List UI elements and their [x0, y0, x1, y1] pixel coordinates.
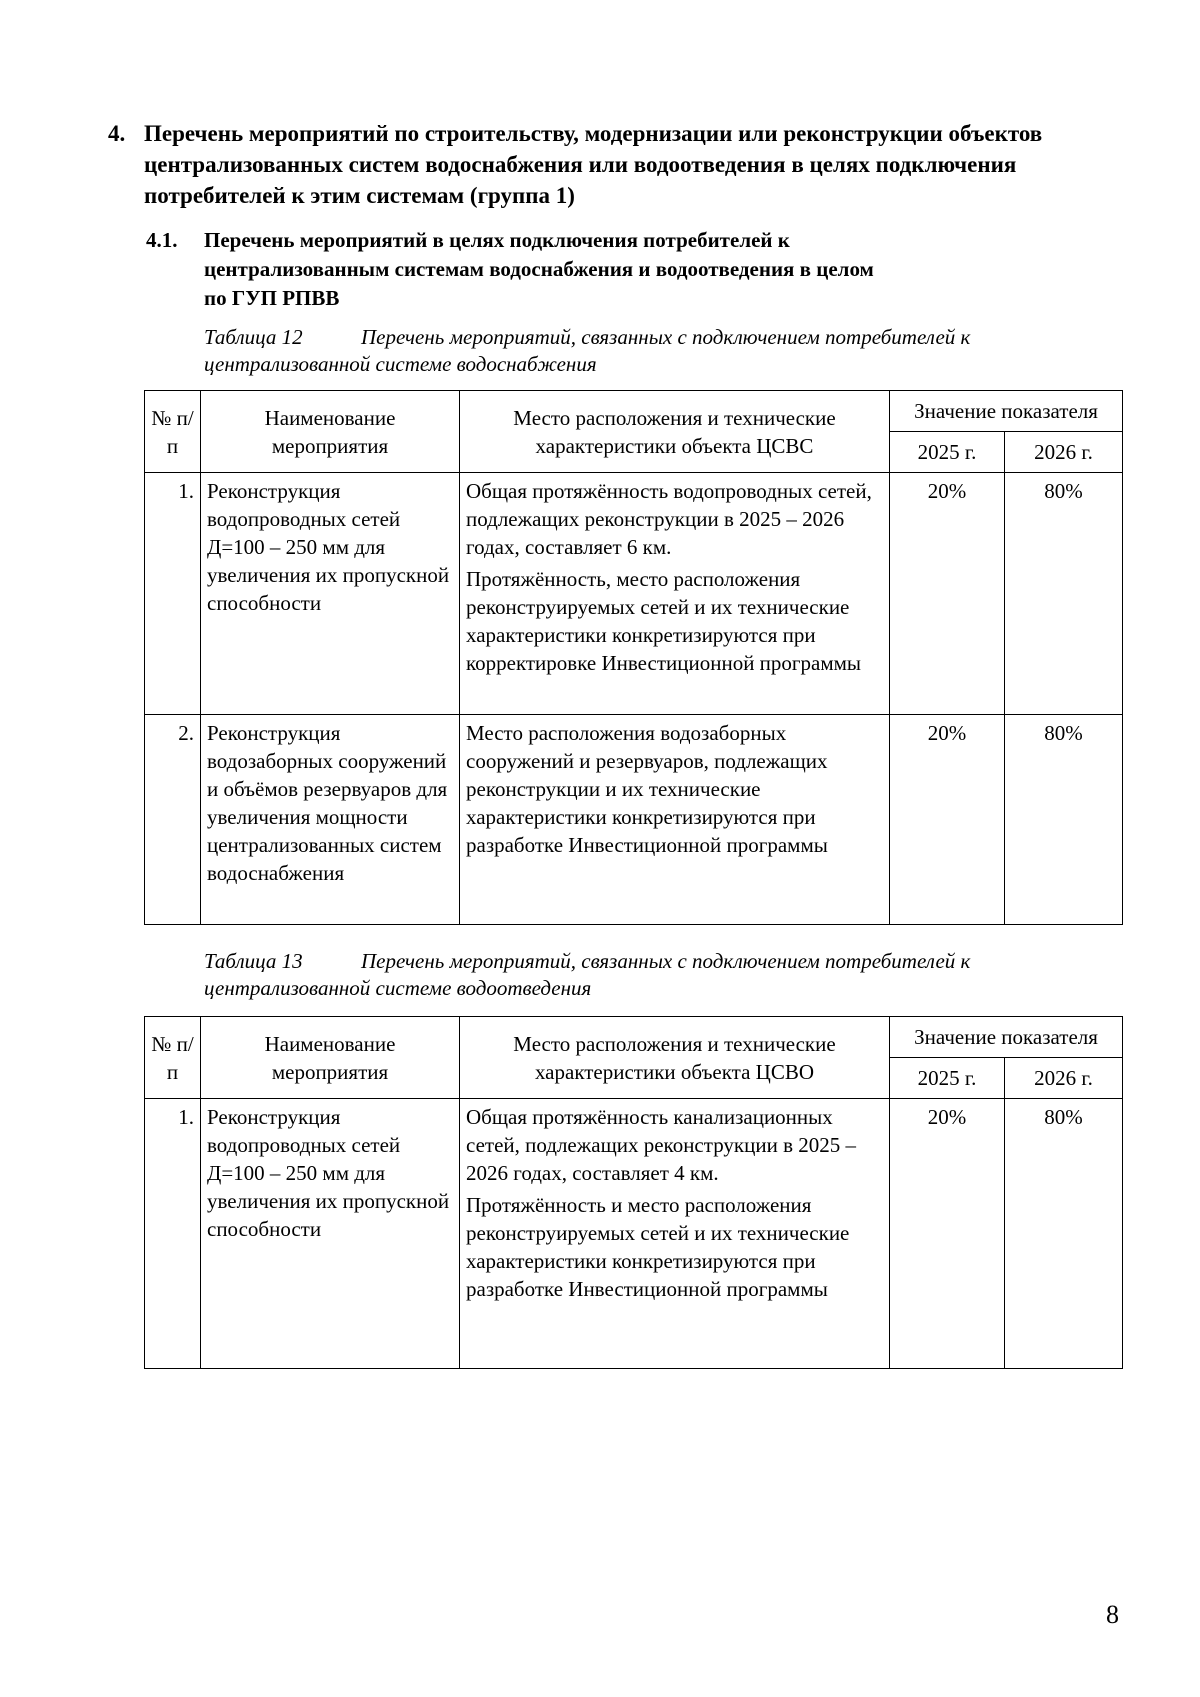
header-2025: 2025 г. — [890, 432, 1005, 473]
header-num: № п/п — [145, 391, 201, 473]
header-2026: 2026 г. — [1005, 432, 1123, 473]
table13-caption-label: Таблица 13 — [204, 949, 303, 973]
row-desc — [460, 1099, 890, 1369]
header-name: Наименование мероприятия — [201, 391, 460, 473]
row-desc-paragraph: Протяжённость и место расположения реконструируемых сетей и их технические характеристики конкретизируются при разработке Инвестиционной программы — [466, 1193, 850, 1301]
row-value-2026: 80% — [1005, 473, 1123, 715]
section-number: 4. — [108, 121, 126, 146]
table12-caption-label: Таблица 12 — [204, 325, 303, 349]
row-desc-paragraph: Место расположения водозаборных сооружений и резервуаров, подлежащих реконструкции и их технические характеристики конкретизируются при разработке Инвестиционной программы — [466, 721, 828, 857]
row-value-2025: 20% — [890, 715, 1005, 925]
table12-caption-line1: Перечень мероприятий, связанных с подключением потребителей к — [361, 325, 971, 349]
row-desc — [460, 715, 890, 925]
header-value: Значение показателя — [890, 1017, 1123, 1058]
header-value: Значение показателя — [890, 391, 1123, 432]
table-row — [145, 1099, 1123, 1369]
row-num: 1. — [145, 473, 201, 715]
header-2025: 2025 г. — [890, 1058, 1005, 1099]
table-row — [145, 473, 1123, 715]
row-name: Реконструкция водозаборных сооружений и объёмов резервуаров для увеличения мощности централизованных систем водоснабжения — [201, 715, 460, 925]
header-place: Место расположения и технические характеристики объекта ЦСВС — [460, 391, 890, 473]
table-row — [145, 715, 1123, 925]
table12-caption-line2: централизованной системе водоснабжения — [204, 352, 597, 376]
subsection-title — [204, 226, 1084, 313]
header-num: № п/п — [145, 1017, 201, 1099]
row-desc-paragraph: Протяжённость, место расположения реконструируемых сетей и их технические характеристики конкретизируются при корректировке Инвестиционной программы — [466, 567, 862, 675]
row-num: 2. — [145, 715, 201, 925]
row-value-2025: 20% — [890, 1099, 1005, 1369]
row-num: 1. — [145, 1099, 201, 1369]
table12-caption — [204, 324, 1104, 378]
row-value-2026: 80% — [1005, 1099, 1123, 1369]
table12 — [144, 390, 1123, 925]
row-desc-paragraph: Общая протяжённость канализационных сетей, подлежащих реконструкции в 2025 – 2026 годах, составляет 4 км. — [466, 1105, 856, 1185]
subsection-number: 4.1. — [146, 228, 178, 252]
row-name: Реконструкция водопроводных сетей Д=100 – 250 мм для увеличения их пропускной способности — [201, 1099, 460, 1369]
page-number: 8 — [1106, 1600, 1119, 1629]
table13-caption — [204, 948, 1104, 1002]
row-value-2026: 80% — [1005, 715, 1123, 925]
subsection-title-line: по ГУП РПВВ — [204, 286, 340, 310]
row-value-2025: 20% — [890, 473, 1005, 715]
table-header-row — [145, 391, 1123, 432]
row-desc-paragraph: Общая протяжённость водопроводных сетей, подлежащих реконструкции в 2025 – 2026 годах, составляет 6 км. — [466, 479, 872, 559]
header-2026: 2026 г. — [1005, 1058, 1123, 1099]
table13-caption-line1: Перечень мероприятий, связанных с подключением потребителей к — [361, 949, 971, 973]
table13-caption-line2: централизованной системе водоотведения — [204, 976, 592, 1000]
row-desc — [460, 473, 890, 715]
subsection-title-line: централизованным системам водоснабжения и водоотведения в целом — [204, 257, 874, 281]
header-name: Наименование мероприятия — [201, 1017, 460, 1099]
section-title: Перечень мероприятий по строительству, модернизации или реконструкции объектов централизованных систем водоснабжения или водоотведения в целях подключения потребителей к этим системам (группа 1) — [144, 121, 1043, 208]
table-header-row — [145, 1017, 1123, 1058]
subsection-title-line: Перечень мероприятий в целях подключения потребителей к — [204, 228, 790, 252]
table13 — [144, 1016, 1123, 1369]
row-name: Реконструкция водопроводных сетей Д=100 – 250 мм для увеличения их пропускной способности — [201, 473, 460, 715]
header-place: Место расположения и технические характеристики объекта ЦСВО — [460, 1017, 890, 1099]
